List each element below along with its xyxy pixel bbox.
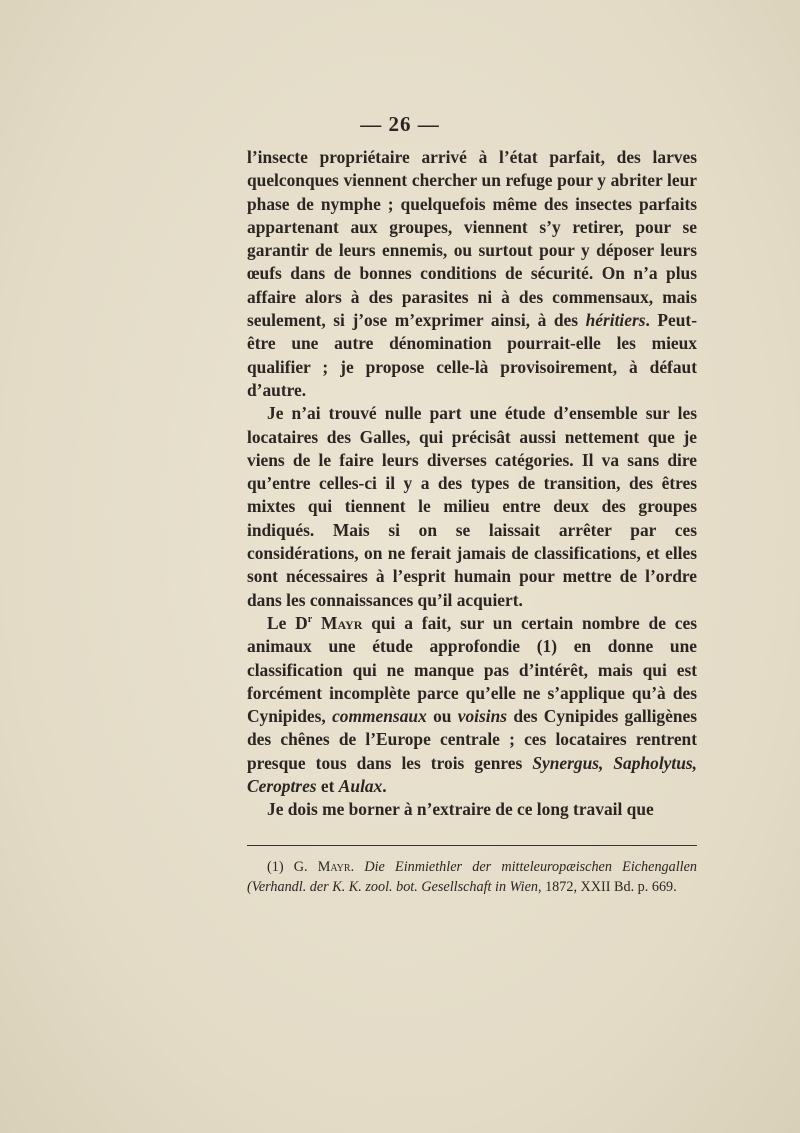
footnote-text — [247, 857, 697, 897]
text-run: r — [307, 614, 313, 626]
text-run: . Peut-être une autre dénomination pourrait-elle les mieux qualifier ; je propose celle-là provisoirement, à défaut d’autre. — [247, 310, 698, 400]
paragraph-1 — [247, 146, 697, 402]
text-run: Je n’ai trouvé nulle part une étude d’ensemble sur les locataires des Galles, qui précisât aussi nettement que je viens de le faire leurs diverses catégories. Il va sans dire qu’entre celles-ci il y a des types de transition, des êtres mixtes qui tiennent le milieu entre deux des groupes indiqués. Mais si on se laissait arrêter par ces considérations, on ne ferait jamais de classifications, et elles sont nécessaires à l’esprit humain pour mettre de l’ordre dans les connaissances qu’il acquiert. — [247, 403, 697, 610]
text-run — [312, 613, 321, 633]
page-number: — 26 — — [360, 112, 440, 136]
text-run: Aulax — [338, 776, 383, 797]
text-run: Mayr — [321, 612, 363, 633]
text-run: l’insecte propriétaire arrivé à l’état parfait, des larves quelconques viennent chercher un refuge pour y abriter leur phase de nymphe ; quelquefois même des insectes parfaits appartenant aux groupes, viennent s’y retirer, pour se garantir de leurs ennemis, ou surtout pour y déposer leurs œufs dans de bonnes conditions de sécurité. On n’a plus affaire alors à des parasites ni à des commensaux, mais seulement, si j’ose m’exprimer ainsi, à des — [247, 147, 697, 331]
text-run: Le D — [267, 612, 308, 633]
text-run: des Cynipides galligènes des chênes de l’Europe centrale ; ces locataires rentrent presque tous dans les trois genres — [247, 706, 697, 773]
paragraph-3 — [247, 612, 697, 798]
paragraph-4 — [247, 798, 697, 821]
footnote-divider — [247, 845, 697, 846]
text-run: Synergus, Sapholytus, Ceroptres — [247, 752, 697, 797]
text-run: Mayr — [317, 859, 351, 875]
text-run: . — [350, 859, 365, 875]
text-run: (1) G. — [267, 859, 318, 875]
footnote — [247, 857, 697, 897]
paragraph-2 — [247, 402, 697, 612]
text-run: . — [382, 776, 387, 797]
text-run: commensaux — [332, 706, 427, 727]
text-run: Die Einmiethler der mitteleuropæischen Eichengallen (Verhandl. der K. K. zool. bot. Gesellschaft in Wien — [247, 859, 698, 895]
text-run: , 1872, XXII Bd. p. 669. — [537, 879, 677, 895]
text-run: héritiers — [585, 310, 646, 331]
text-run: et — [316, 776, 339, 797]
text-run: voisins — [457, 706, 508, 727]
body-text — [247, 146, 697, 822]
text-run: qui a fait, sur un certain nombre de ces animaux une étude approfondie (1) en donne une classification qui ne manque pas d’intérêt, mais qui est forcément incomplète parce qu’elle ne s’applique qu’à des Cynipides, — [247, 612, 697, 727]
text-run: ou — [426, 706, 458, 727]
text-run: Je dois me borner à n’extraire de ce long travail que — [267, 799, 654, 820]
